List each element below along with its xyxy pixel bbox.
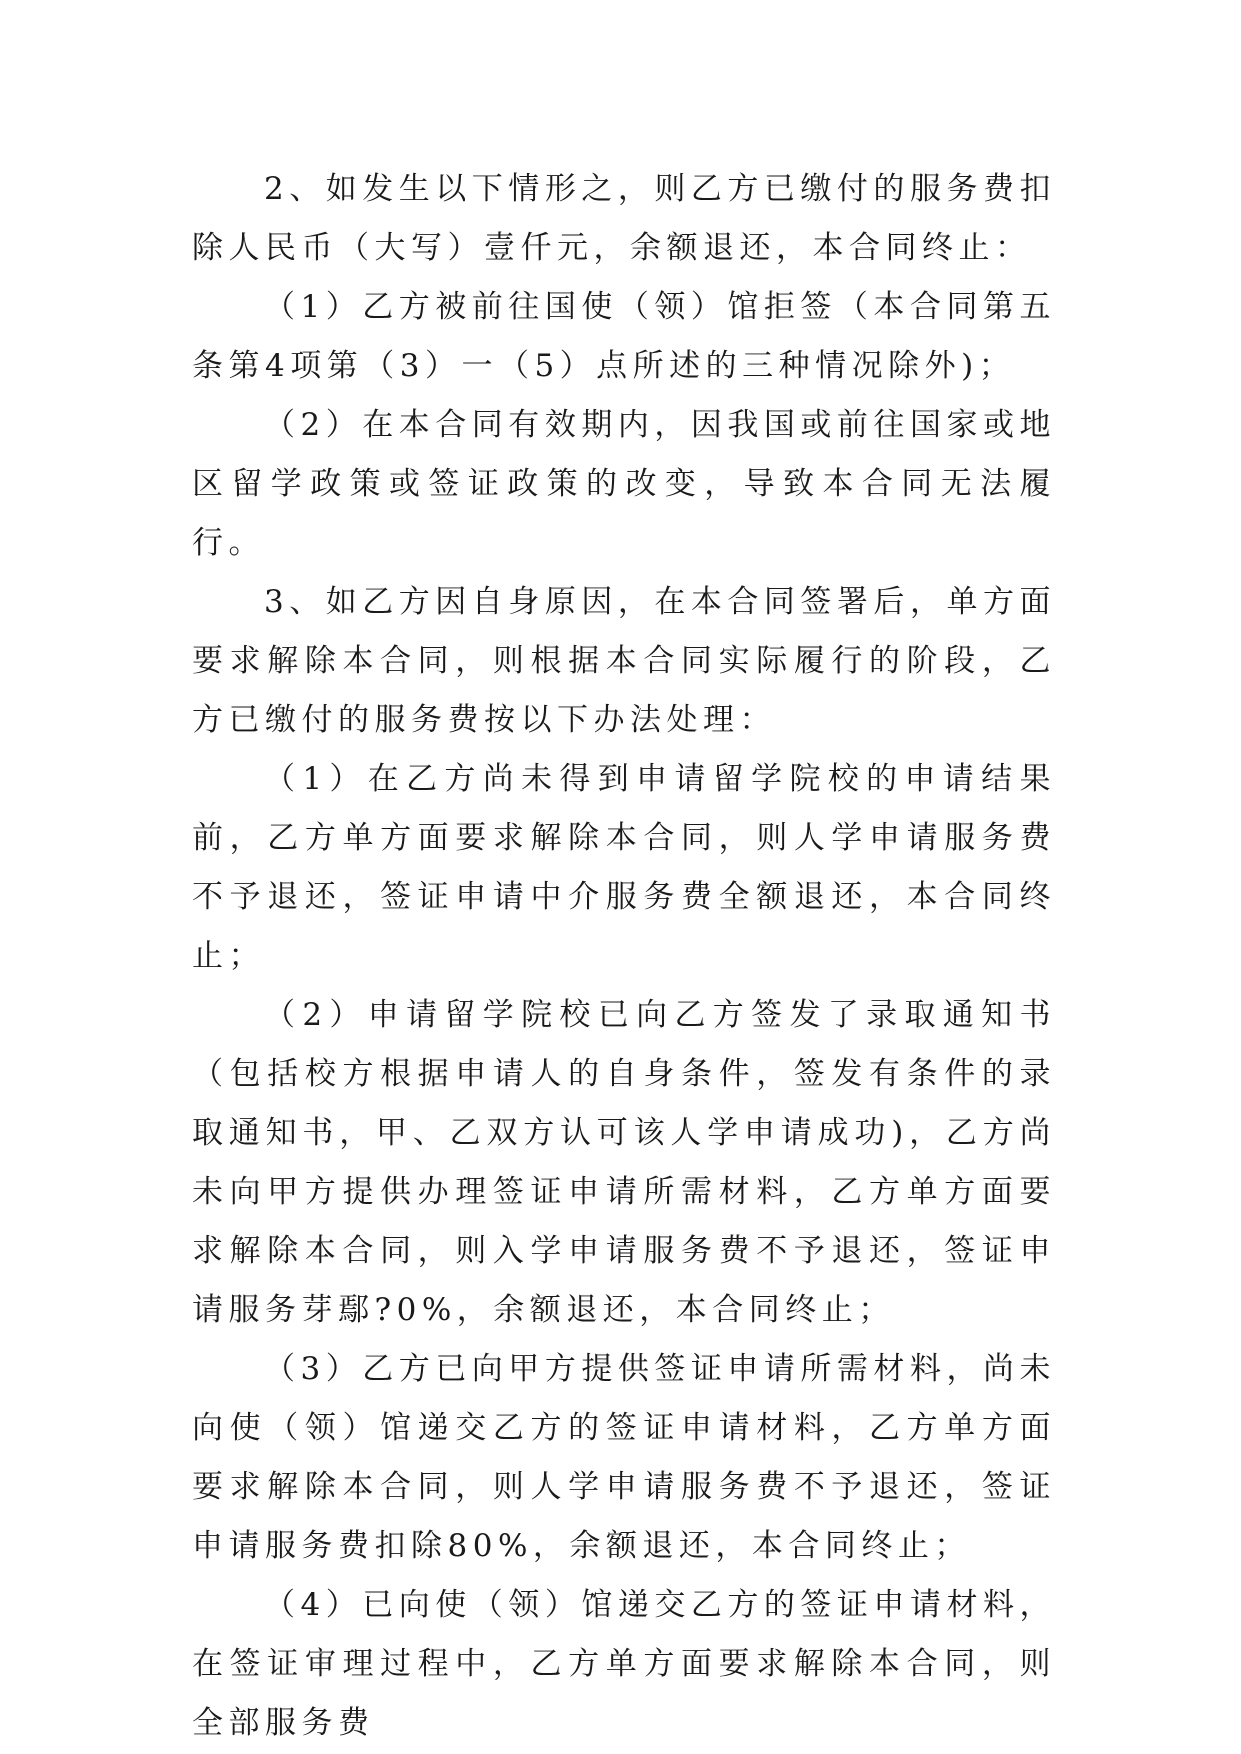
paragraph-clause-3-item-3: （3）乙方已向甲方提供签证申请所需材料，尚未向使（领）馆递交乙方的签证申请材料，乙方单方面要求解除本合同，则人学申请服务费不予退还，签证申请服务费扣除80%，余额退还，本合同终止；	[192, 1351, 1056, 1564]
paragraph-clause-2-item-1: （1）乙方被前往国使（领）馆拒签（本合同第五条第4项第（3）一（5）点所述的三种情况除外)；	[192, 289, 1056, 384]
document-body	[192, 160, 1056, 1753]
paragraph-clause-3-item-1: （1）在乙方尚未得到申请留学院校的申请结果前，乙方单方面要求解除本合同，则人学申请服务费不予退还，签证申请中介服务费全额退还，本合同终止；	[192, 761, 1056, 974]
paragraph-clause-2-item-2: （2）在本合同有效期内，因我国或前往国家或地区留学政策或签证政策的改变，导致本合同无法履行。	[192, 407, 1056, 561]
paragraph-clause-3: 3、如乙方因自身原因，在本合同签署后，单方面要求解除本合同，则根据本合同实际履行的阶段，乙方已缴付的服务费按以下办法处理：	[192, 584, 1056, 738]
paragraph-clause-3-item-4: （4）已向使（领）馆递交乙方的签证申请材料，在签证审理过程中，乙方单方面要求解除本合同，则全部服务费	[192, 1587, 1056, 1741]
paragraph-clause-2: 2、如发生以下情形之，则乙方已缴付的服务费扣除人民币（大写）壹仟元，余额退还，本合同终止：	[192, 171, 1056, 266]
paragraph-clause-3-item-2: （2）申请留学院校已向乙方签发了录取通知书（包括校方根据申请人的自身条件，签发有条件的录取通知书，甲、乙双方认可该人学申请成功)，乙方尚未向甲方提供办理签证申请所需材料，乙方单方面要求解除本合同，则入学申请服务费不予退还，签证申请服务芽鄢?0%，余额退还，本合同终止；	[192, 997, 1056, 1328]
